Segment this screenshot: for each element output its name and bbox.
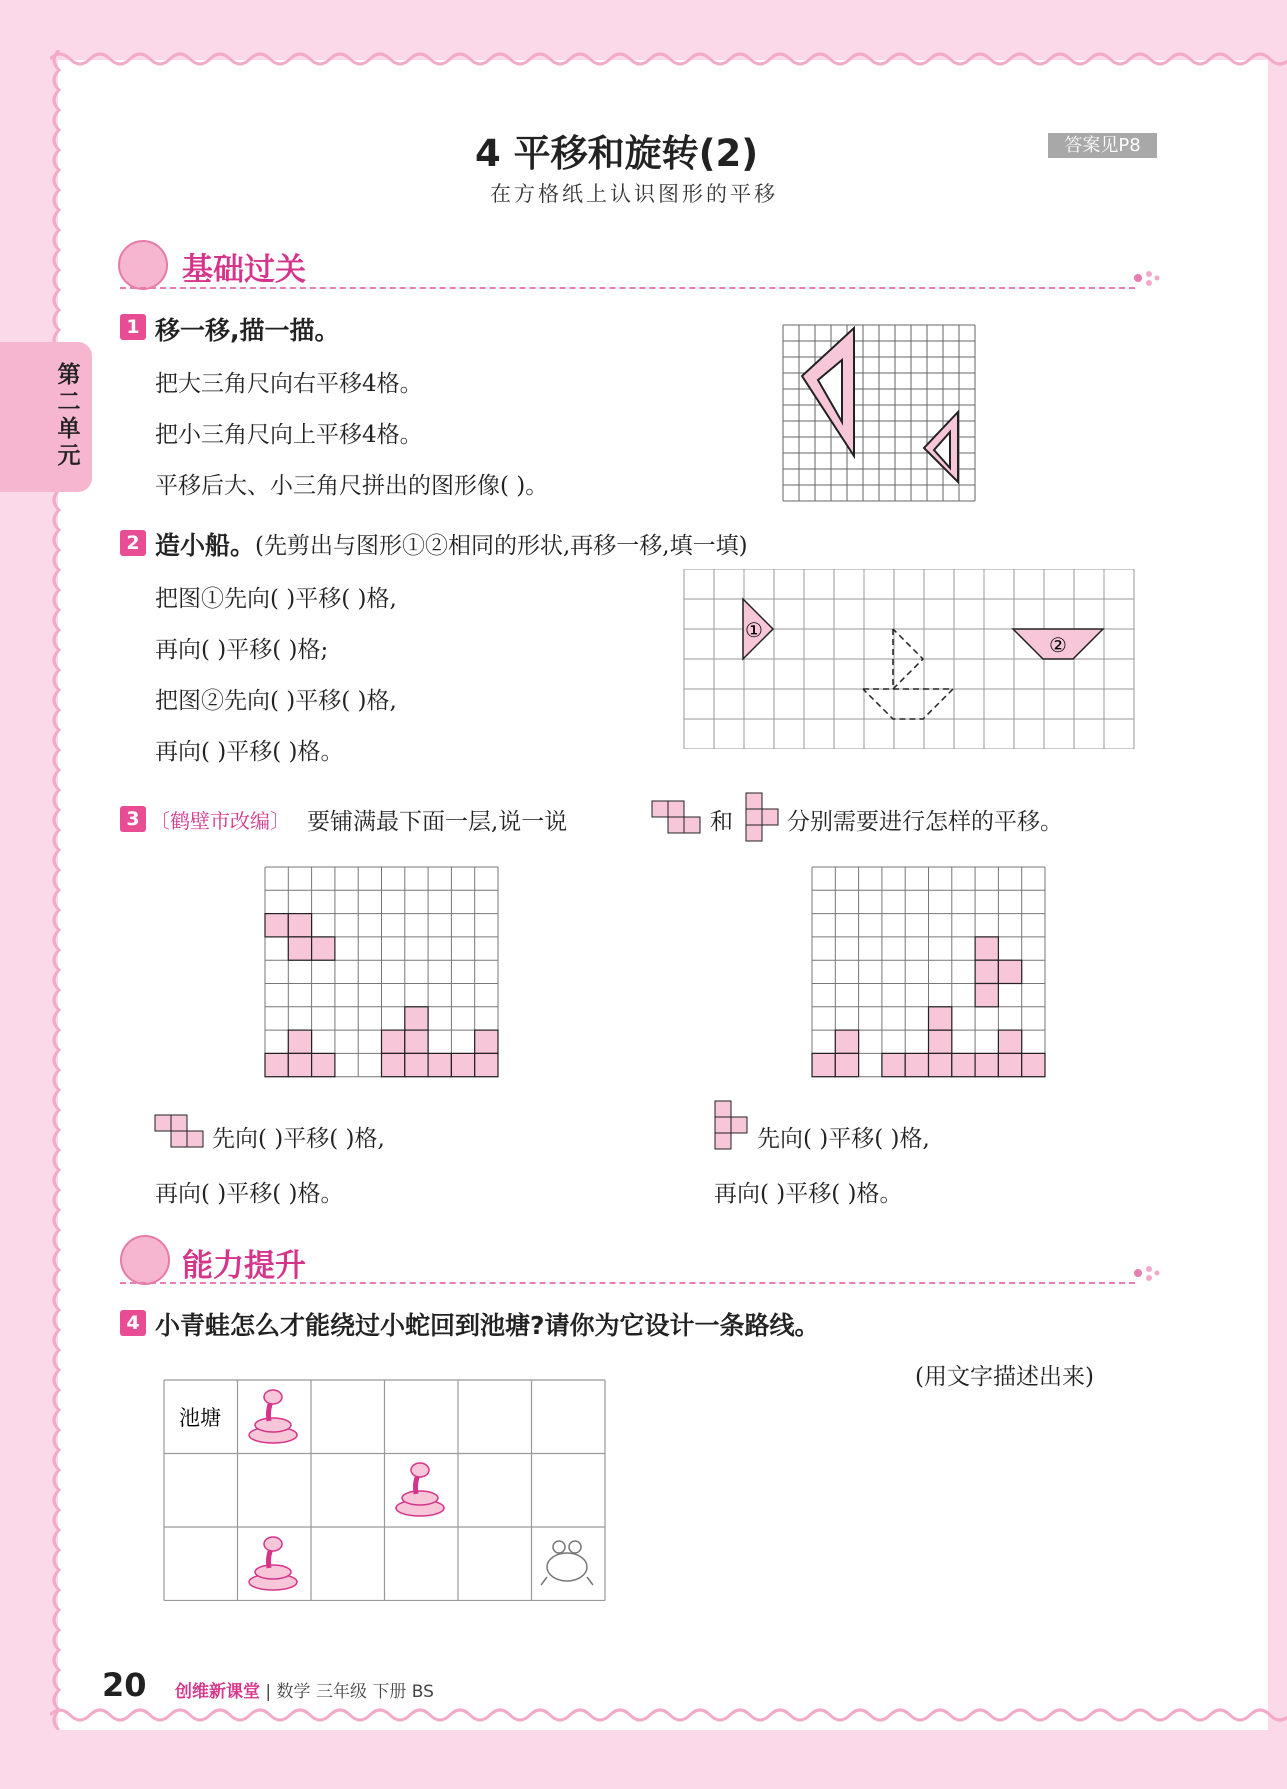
page-subtitle: 在方格纸上认识图形的平移 [490,182,778,206]
bottom-layer-cell [929,1053,952,1076]
bottom-layer-cell [998,1053,1021,1076]
l-piece-cell [288,937,311,960]
q2-note: (先剪出与图形①②相同的形状,再移一移,填一填) [255,533,748,559]
section-divider [120,1282,1135,1284]
bottom-layer-cell [975,1053,998,1076]
bottom-layer-cell [835,1053,858,1076]
shape-two-label: ② [1049,633,1067,657]
q3-left-line: 再向( )平移( )格。 [155,1181,344,1207]
bottom-layer-cell [1022,1053,1045,1076]
bottom-layer-cell [475,1030,498,1053]
section-title-basic: 基础过关 [182,252,306,288]
q3-right-grid [811,866,1047,1080]
question-number: 4 [120,1310,146,1336]
t-piece-cell [975,984,998,1007]
q3-text: 和 [710,809,733,835]
bottom-layer-cell [952,1053,975,1076]
q2-line: 把图②先向( )平移( )格, [155,688,397,714]
q1-grid [782,324,978,502]
q3-left-grid [264,866,500,1080]
q1-line: 平移后大、小三角尺拼出的图形像( )。 [155,473,549,499]
dots-icon [1132,268,1162,288]
unit-side-tab-label: 第二单元 [57,362,81,469]
section-title-advanced: 能力提升 [182,1248,306,1284]
l-piece-cell [265,914,288,937]
q4-hint: (用文字描述出来) [915,1364,1094,1390]
bottom-layer-cell [905,1053,928,1076]
q2-line: 再向( )平移( )格; [155,637,329,663]
question-number: 2 [120,530,146,556]
bottom-layer-cell [835,1030,858,1053]
pond-label: 池塘 [179,1406,221,1430]
bottom-layer-cell [265,1053,288,1076]
q4-title: 小青蛙怎么才能绕过小蛇回到池塘?请你为它设计一条路线。 [155,1311,820,1340]
footer-book-info: 数学 三年级 下册 BS [276,1682,434,1702]
bottom-layer-cell [882,1053,905,1076]
bottom-layer-cell [451,1053,474,1076]
q1-line: 把小三角尺向上平移4格。 [155,422,423,448]
q2-line: 再向( )平移( )格。 [155,739,344,765]
q4-grid-lines [164,1380,605,1601]
t-shape-icon [745,792,781,844]
t-piece-cell [975,960,998,983]
bottom-layer-cell [929,1030,952,1053]
q2-line: 把图①先向( )平移( )格, [155,586,397,612]
frog-icon [541,1541,593,1585]
bottom-layer-cell [405,1030,428,1053]
top-wave-border [50,44,1287,74]
mascot-icon [120,1235,170,1285]
snake-icon [396,1463,444,1516]
q3-right-line: 再向( )平移( )格。 [714,1181,903,1207]
snake-icon [249,1537,297,1590]
boat-hull-outline [863,689,953,719]
q1-grid-lines [783,325,975,501]
question-number: 3 [120,806,146,832]
bottom-layer-cell [812,1053,835,1076]
t-piece-cell [975,937,998,960]
left-wave-border [44,50,74,1730]
q4-grid [163,1379,607,1601]
t-shape-icon [714,1100,750,1152]
q3-text: 分别需要进行怎样的平移。 [787,809,1063,835]
shape-one-label: ① [745,618,763,642]
mascot-icon [118,240,168,290]
q3-right-line: 先向( )平移( )格, [757,1126,930,1152]
bottom-layer-cell [405,1007,428,1030]
bottom-wave-border [50,1700,1287,1730]
l-shape-icon [154,1114,206,1150]
q3-source: 〔鹤壁市改编〕 [150,809,290,833]
q3-left-line: 先向( )平移( )格, [212,1126,385,1152]
bottom-layer-cell [382,1030,405,1053]
t-piece-cell [998,960,1021,983]
l-shape-icon [651,800,703,836]
bottom-layer-cell [288,1053,311,1076]
l-piece-cell [288,914,311,937]
q1-line: 把大三角尺向右平移4格。 [155,371,423,397]
q3-text: 要铺满最下面一层,说一说 [307,809,568,835]
answer-reference: 答案见P8 [1048,133,1157,158]
bottom-layer-cell [428,1053,451,1076]
footer-brand: 创维新课堂 [175,1682,260,1702]
q2-grid [683,569,1135,749]
footer-info: 创维新课堂 | 数学 三年级 下册 BS [175,1682,434,1702]
bottom-layer-cell [312,1053,335,1076]
q2-title: 造小船。 [155,531,256,560]
page-number: 20 [102,1666,147,1704]
q1-title: 移一移,描一描。 [155,316,340,345]
bottom-layer-cell [288,1030,311,1053]
question-number: 1 [120,314,146,340]
bottom-layer-cell [405,1053,428,1076]
section-divider [120,287,1135,289]
page-title: 4 平移和旋转(2) [475,132,759,175]
bottom-layer-cell [929,1007,952,1030]
dots-icon [1132,1263,1162,1283]
bottom-layer-cell [998,1030,1021,1053]
l-piece-cell [312,937,335,960]
snake-icon [249,1390,297,1443]
bottom-layer-cell [475,1053,498,1076]
bottom-layer-cell [382,1053,405,1076]
